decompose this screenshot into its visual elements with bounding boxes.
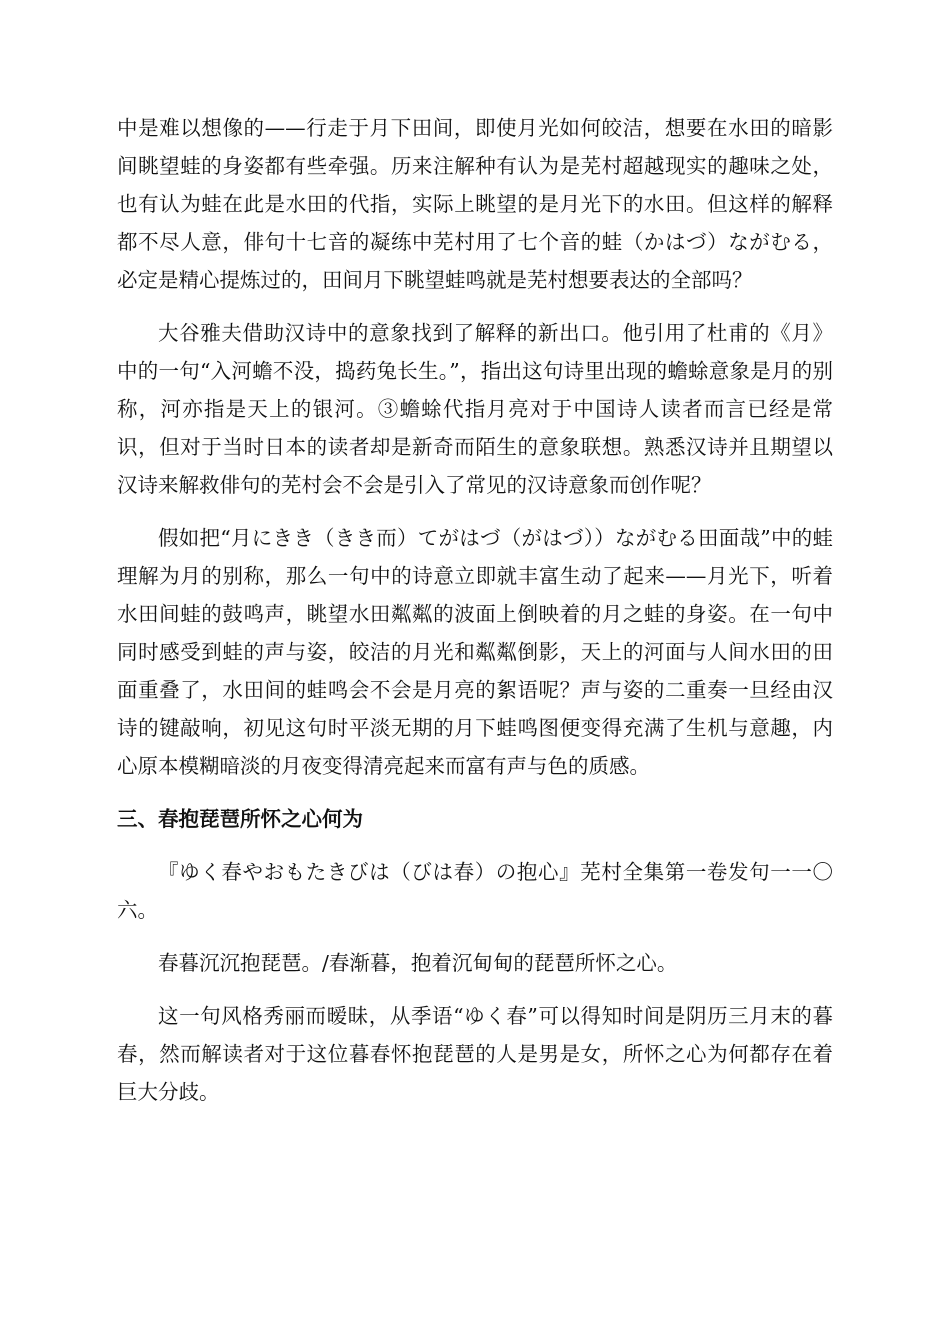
paragraph-haiku-translation: 春暮沉沉抱琵琶。/春渐暮，抱着沉甸甸的琵琶所怀之心。 (158, 951, 678, 975)
paragraph-moon-frog-reading: 假如把“月にきき（きき而）てがはづ（がはづ））ながむる田面哉”中的蛙理解为月的别称，那么一句中的诗意立即就丰富生动了起来——月光下，听着水田间蛙的鼓鸣声，眺望水田粼粼的波面上倒映着的月之蛙的身姿。在一句中同时感受到蛙的声与姿，皎洁的月光和粼粼倒影，天上的河面与人间水田的田面重叠了，水田间的蛙鸣会不会是月亮的絮语呢？声与姿的二重奏一旦经由汉诗的键敲响，初见这句时平淡无期的月下蛙鸣图便变得充满了生机与意趣，内心原本模糊暗淡的月夜变得清亮起来而富有声与色的质感。 (117, 526, 833, 778)
paragraph-haiku-citation: 『ゆく春やおもたきびは（びは春）の抱心』芜村全集第一卷发句一一〇六。 (117, 860, 833, 922)
document-body (117, 109, 833, 1126)
section-heading: 三、春抱琵琶所怀之心何为 (117, 807, 363, 831)
paragraph-haiku-discussion: 这一句风格秀丽而暧昧，从季语“ゆく春”可以得知时间是阴历三月末的暮春，然而解读者对于这位暮春怀抱琵琶的人是男是女，所怀之心为何都存在着巨大分歧。 (117, 1004, 833, 1104)
paragraph-moonlit-frog-continuation: 中是难以想像的——行走于月下田间，即使月光如何皎洁，想要在水田的暗影间眺望蛙的身姿都有些牵强。历来注解种有认为是芜村超越现实的趣味之处，也有认为蛙在此是水田的代指，实际上眺望的是月光下的水田。但这样的解释都不尽人意，俳句十七音的凝练中芜村用了七个音的蛙（かはづ）ながむる，必定是精心提炼过的，田间月下眺望蛙鸣就是芜村想要表达的全部吗？ (117, 116, 833, 292)
paragraph-otani-interpretation: 大谷雅夫借助汉诗中的意象找到了解释的新出口。他引用了杜甫的《月》中的一句“入河蟾不没，捣药兔长生。”，指出这句诗里出现的蟾蜍意象是月的别称，河亦指是天上的银河。③蟾蜍代指月亮对于中国诗人读者而言已经是常识，但对于当时日本的读者却是新奇而陌生的意象联想。熟悉汉诗并且期望以汉诗来解救俳句的芜村会不会是引入了常见的汉诗意象而创作呢？ (117, 321, 833, 497)
